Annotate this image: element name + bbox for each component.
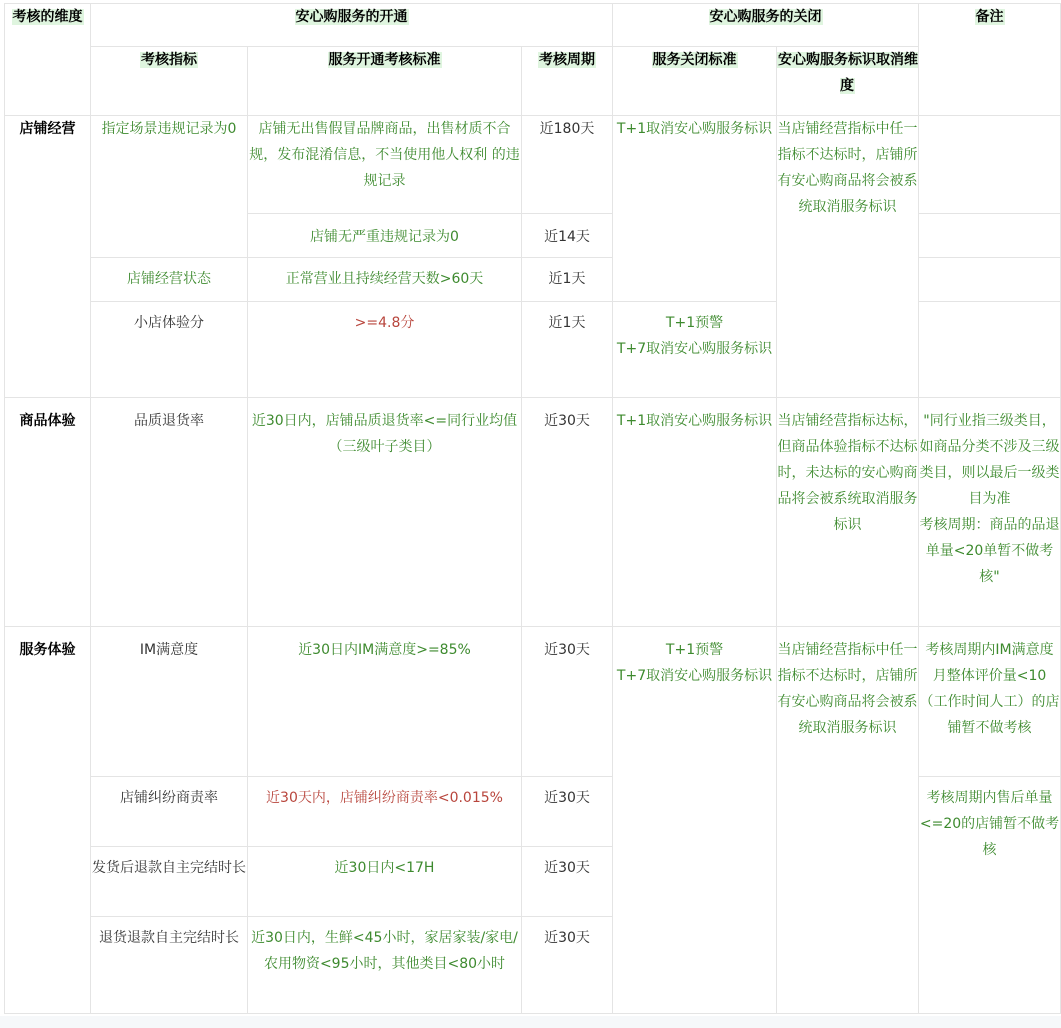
store-standard-score: >=4.8分: [248, 302, 522, 398]
service-indicator-dispute: 店铺纠纷商责率: [91, 777, 248, 847]
dimension-service: 服务体验: [5, 627, 91, 1014]
service-indicator-return: 退货退款自主完结时长: [91, 917, 248, 1014]
page-bottom-band: [0, 1016, 1061, 1028]
header-dimension-label: 考核的维度: [12, 9, 83, 25]
store-close-standard-1: T+1取消安心购服务标识: [613, 116, 777, 302]
service-remark-im: 考核周期内IM满意度月整体评价量<10（工作时间人工）的店铺暂不做考核: [919, 627, 1061, 777]
header-close-group: [613, 4, 919, 47]
header-open-standard: [248, 47, 522, 116]
header-cancel-dimension-label: 安心购服务标识取消维度: [778, 52, 919, 94]
store-period-180: 近180天: [522, 116, 613, 214]
header-open-standard-label: 服务开通考核标准: [328, 52, 441, 68]
service-standard-refund: 近30日内<17H: [248, 847, 522, 917]
service-remark-aftersale: 考核周期内售后单量<=20的店铺暂不做考核: [919, 777, 1061, 1014]
store-standard-counterfeit: 店铺无出售假冒品牌商品，出售材质不合规，发布混淆信息，不当使用他人权利 的违规记录: [248, 116, 522, 214]
service-indicator-im: IM满意度: [91, 627, 248, 777]
service-cancel-dimension: 当店铺经营指标中任一指标不达标时，店铺所有安心购商品将会被系统取消服务标识: [777, 627, 919, 1014]
product-close-standard: T+1取消安心购服务标识: [613, 398, 777, 627]
header-period-label: 考核周期: [539, 52, 595, 68]
header-indicator: [91, 47, 248, 116]
header-open-group-label: 安心购服务的开通: [295, 9, 408, 25]
header-dimension: [5, 4, 91, 116]
product-indicator: 品质退货率: [91, 398, 248, 627]
header-indicator-label: 考核指标: [141, 52, 197, 68]
store-indicator-status: 店铺经营状态: [91, 258, 248, 302]
store-close-standard-2: T+1预警 T+7取消安心购服务标识: [613, 302, 777, 398]
header-remark: [919, 4, 1061, 116]
service-period-im: 近30天: [522, 627, 613, 777]
store-period-1b: 近1天: [522, 302, 613, 398]
product-standard: 近30日内，店铺品质退货率<=同行业均值（三级叶子类目）: [248, 398, 522, 627]
service-standard-dispute: 近30天内，店铺纠纷商责率<0.015%: [248, 777, 522, 847]
header-close-standard: [613, 47, 777, 116]
store-indicator-score: 小店体验分: [91, 302, 248, 398]
service-indicator-refund: 发货后退款自主完结时长: [91, 847, 248, 917]
header-close-group-label: 安心购服务的关闭: [709, 9, 822, 25]
service-period-return: 近30天: [522, 917, 613, 1014]
store-cancel-dimension: 当店铺经营指标中任一指标不达标时，店铺所有安心购商品将会被系统取消服务标识: [777, 116, 919, 398]
store-standard-serious: 店铺无严重违规记录为0: [248, 214, 522, 258]
service-standard-im: 近30日内IM满意度>=85%: [248, 627, 522, 777]
store-remark-empty-3: [919, 258, 1061, 302]
header-remark-label: 备注: [975, 9, 1004, 25]
service-close-standard: T+1预警 T+7取消安心购服务标识: [613, 627, 777, 1014]
product-remark: "同行业指三级类目，如商品分类不涉及三级类目，则以最后一级类目为准 考核周期：商品的品退单量<20单暂不做考核": [919, 398, 1061, 627]
store-indicator-violations: 指定场景违规记录为0: [91, 116, 248, 258]
dimension-store: 店铺经营: [5, 116, 91, 398]
service-period-dispute: 近30天: [522, 777, 613, 847]
store-remark-empty-2: [919, 214, 1061, 258]
service-period-refund: 近30天: [522, 847, 613, 917]
header-period: [522, 47, 613, 116]
service-standards-table: [4, 3, 1061, 1014]
product-period: 近30天: [522, 398, 613, 627]
service-standard-return: 近30日内，生鲜<45小时，家居家装/家电/农用物资<95小时，其他类目<80小时: [248, 917, 522, 1014]
dimension-product: 商品体验: [5, 398, 91, 627]
product-cancel-dimension: 当店铺经营指标达标，但商品体验指标不达标时，未达标的安心购商品将会被系统取消服务标识: [777, 398, 919, 627]
store-period-1a: 近1天: [522, 258, 613, 302]
store-remark-empty-1: [919, 116, 1061, 214]
header-close-standard-label: 服务关闭标准: [652, 52, 737, 68]
header-cancel-dimension: [777, 47, 919, 116]
store-remark-empty-4: [919, 302, 1061, 398]
store-period-14: 近14天: [522, 214, 613, 258]
store-standard-status: 正常营业且持续经营天数>60天: [248, 258, 522, 302]
header-open-group: [91, 4, 613, 47]
